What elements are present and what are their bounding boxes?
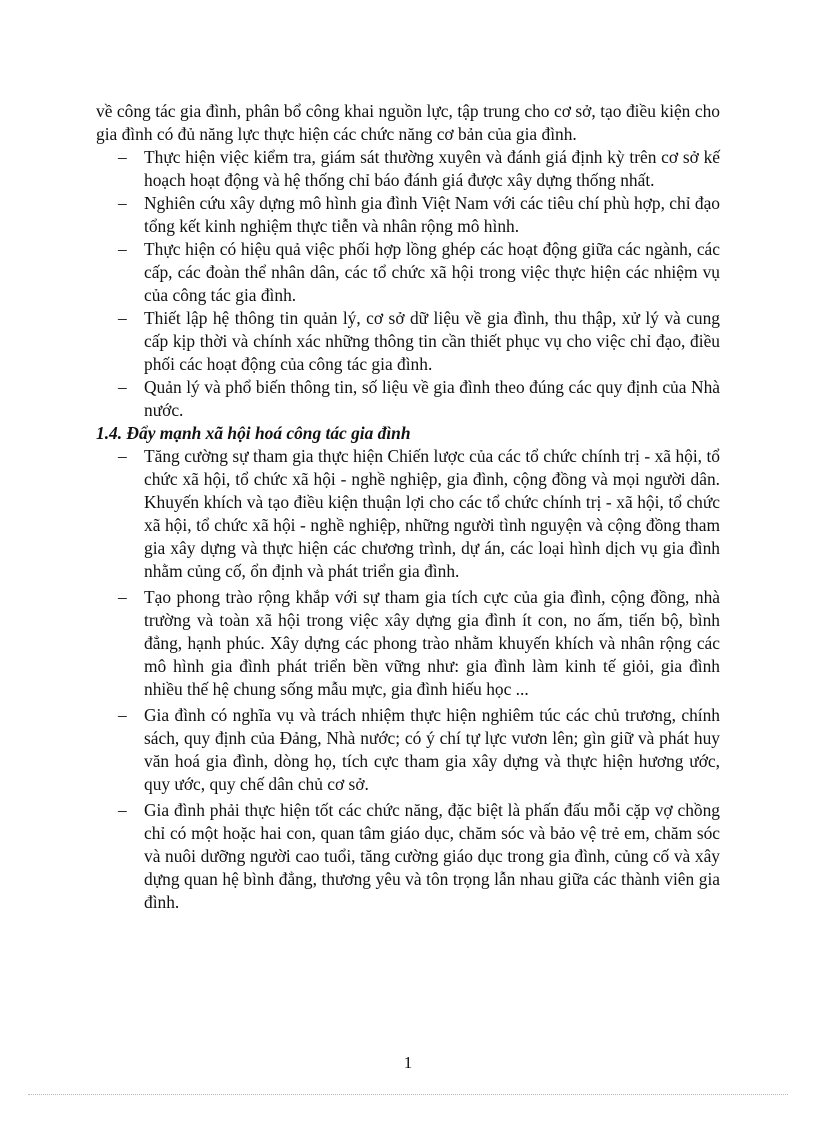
list-item [96, 586, 720, 701]
list-item [96, 445, 720, 583]
dash-bullet: – [118, 308, 127, 328]
dash-bullet: – [118, 193, 127, 213]
dash-bullet: – [118, 239, 127, 259]
dash-bullet: – [118, 587, 127, 607]
list-item [96, 799, 720, 914]
dash-bullet: – [118, 446, 127, 466]
list-item [96, 146, 720, 192]
list-item [96, 238, 720, 307]
list-item-text: Thực hiện có hiệu quả việc phối hợp lồng ghép các hoạt động giữa các ngành, các cấp, các đoàn thể nhân dân, các tổ chức xã hội trong việc thực hiện các nhiệm vụ của công tác gia đình. [144, 239, 720, 305]
dash-bullet: – [118, 147, 127, 167]
list-item-text: Gia đình có nghĩa vụ và trách nhiệm thực hiện nghiêm túc các chủ trương, chính sách, quy định của Đảng, Nhà nước; có ý chí tự lực vươn lên; gìn giữ và phát huy văn hoá gia đình, dòng họ, tích cực tham gia xây dựng và thực hiện hương ước, quy ước, quy chế dân chủ cơ sở. [144, 705, 720, 794]
dash-bullet: – [118, 800, 127, 820]
list-item-text: Tăng cường sự tham gia thực hiện Chiến lược của các tổ chức chính trị - xã hội, tổ chức xã hội, tổ chức xã hội - nghề nghiệp, gia đình, cộng đồng và mọi người dân. Khuyến khích và tạo điều kiện thuận lợi cho các tổ chức chính trị - xã hội, tổ chức xã hội, tổ chức xã hội - nghề nghiệp, những người tình nguyện và cộng đồng tham gia xây dựng và thực hiện các chương trình, dự án, các loại hình dịch vụ gia đình nhằm củng cố, ổn định và phát triển gia đình. [144, 446, 720, 581]
list-item-text: Thực hiện việc kiểm tra, giám sát thường xuyên và đánh giá định kỳ trên cơ sở kế hoạch hoạt động và hệ thống chỉ báo đánh giá được xây dựng thống nhất. [144, 147, 720, 190]
list-item [96, 376, 720, 422]
list-item-text: Nghiên cứu xây dựng mô hình gia đình Việt Nam với các tiêu chí phù hợp, chỉ đạo tổng kết kinh nghiệm thực tiễn và nhân rộng mô hình. [144, 193, 720, 236]
list-item [96, 192, 720, 238]
task-list-1-4 [96, 445, 720, 914]
list-item [96, 307, 720, 376]
document-body [96, 100, 720, 917]
list-item-text: Tạo phong trào rộng khắp với sự tham gia tích cực của gia đình, cộng đồng, nhà trường và toàn xã hội trong việc xây dựng gia đình ít con, no ấm, tiến bộ, bình đẳng, hạnh phúc. Xây dựng các phong trào nhằm khuyến khích và nhân rộng các mô hình gia đình phát triển bền vững như: gia đình làm kinh tế giỏi, gia đình nhiều thế hệ chung sống mẫu mực, gia đình hiếu học ... [144, 587, 720, 699]
footer-divider [28, 1094, 788, 1095]
list-item-text: Thiết lập hệ thông tin quản lý, cơ sở dữ liệu về gia đình, thu thập, xử lý và cung cấp kịp thời và chính xác những thông tin cần thiết phục vụ cho việc chỉ đạo, điều phối các hoạt động của công tác gia đình. [144, 308, 720, 374]
section-heading: 1.4. Đẩy mạnh xã hội hoá công tác gia đình [96, 423, 411, 443]
dash-bullet: – [118, 705, 127, 725]
intro-paragraph: về công tác gia đình, phân bổ công khai nguồn lực, tập trung cho cơ sở, tạo điều kiện cho gia đình có đủ năng lực thực hiện các chức năng cơ bản của gia đình. [96, 101, 720, 144]
dash-bullet: – [118, 377, 127, 397]
page-number: 1 [403, 1053, 413, 1072]
list-item-text: Gia đình phải thực hiện tốt các chức năng, đặc biệt là phấn đấu mỗi cặp vợ chồng chỉ có một hoặc hai con, quan tâm giáo dục, chăm sóc và bảo vệ trẻ em, chăm sóc và nuôi dưỡng người cao tuổi, tăng cường giáo dục trong gia đình, củng cố và xây dựng quan hệ bình đẳng, thương yêu và tôn trọng lẫn nhau giữa các thành viên gia đình. [144, 800, 720, 912]
list-item-text: Quản lý và phổ biến thông tin, số liệu về gia đình theo đúng các quy định của Nhà nước. [144, 377, 720, 420]
list-item [96, 704, 720, 796]
task-list-1-3 [96, 146, 720, 422]
